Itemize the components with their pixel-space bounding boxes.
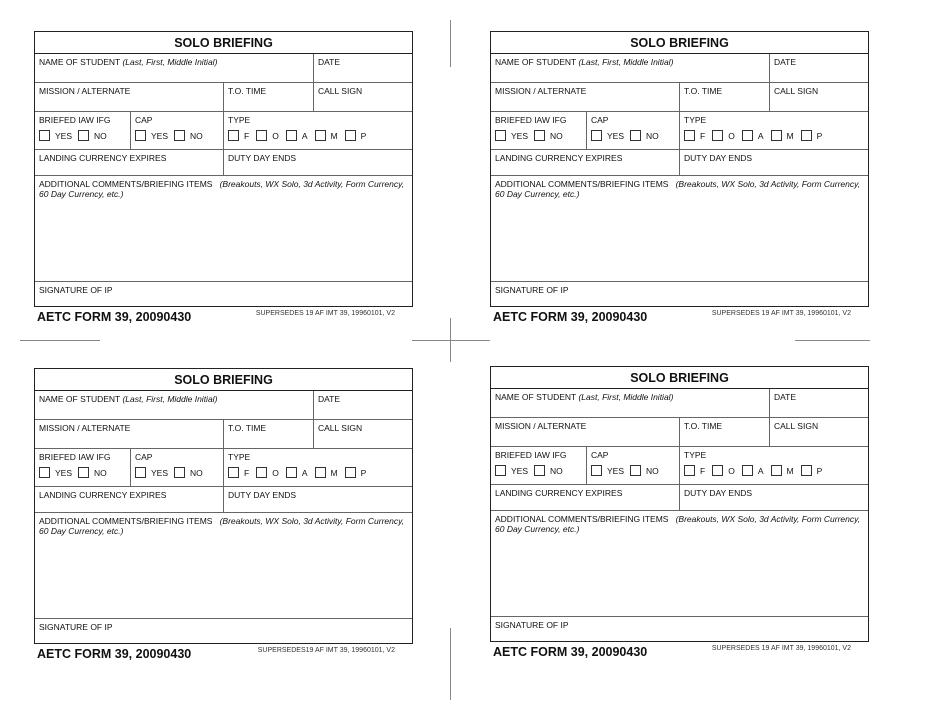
type-f-checkbox[interactable]	[684, 130, 695, 141]
type-option-label: P	[360, 467, 367, 478]
solo-briefing-card	[34, 31, 413, 324]
type-option-label: M	[330, 130, 338, 141]
type-option-label: M	[786, 465, 794, 476]
type-option-label: O	[272, 467, 279, 478]
field-label: SIGNATURE OF IP	[495, 285, 569, 295]
date-field[interactable]	[314, 391, 412, 419]
field-label: LANDING CURRENCY EXPIRES	[39, 490, 167, 500]
option-label: YES	[511, 130, 529, 141]
type-option-label: A	[301, 130, 308, 141]
field-hint: (Breakouts, WX Solo, 3d Activity, Form Currency, 60 Day Currency, etc.)	[495, 179, 861, 199]
mission-field[interactable]	[491, 83, 680, 111]
student-name-field[interactable]	[491, 54, 770, 82]
briefed-iaw-ifg-field	[491, 447, 587, 484]
briefed-iaw-ifg-field	[491, 112, 587, 149]
option-label: YES	[607, 465, 625, 476]
student-name-field[interactable]	[491, 389, 770, 417]
option-label: YES	[511, 465, 529, 476]
option-label: NO	[550, 465, 563, 476]
field-label: DUTY DAY ENDS	[228, 153, 297, 163]
comments-field[interactable]	[491, 176, 868, 281]
landing-currency-field[interactable]	[491, 150, 680, 175]
call-sign-field[interactable]	[314, 83, 412, 111]
field-hint: (Last, First, Middle Initial)	[122, 57, 218, 67]
mission-field[interactable]	[35, 420, 224, 448]
type-option-label: P	[816, 465, 823, 476]
field-label: T.O. TIME	[228, 86, 267, 96]
field-label: CAP	[135, 115, 153, 125]
type-field	[224, 112, 412, 149]
briefed-no-checkbox[interactable]	[78, 130, 89, 141]
type-option-label: A	[301, 467, 308, 478]
form-title-text: SOLO BRIEFING	[630, 370, 729, 385]
student-name-field[interactable]	[35, 391, 314, 419]
field-label: ADDITIONAL COMMENTS/BRIEFING ITEMS	[495, 179, 669, 189]
field-label: CALL SIGN	[318, 86, 363, 96]
option-label: NO	[190, 130, 203, 141]
field-label: TYPE	[228, 452, 251, 462]
field-label: MISSION / ALTERNATE	[495, 421, 587, 431]
landing-currency-field[interactable]	[35, 150, 224, 175]
field-label: CAP	[591, 450, 609, 460]
field-hint: (Breakouts, WX Solo, 3d Activity, Form Currency, 60 Day Currency, etc.)	[495, 514, 861, 534]
type-option-label: F	[700, 130, 706, 141]
field-label: DUTY DAY ENDS	[228, 490, 297, 500]
field-label: TYPE	[684, 115, 707, 125]
crop-mark	[450, 628, 451, 700]
call-sign-field[interactable]	[770, 83, 868, 111]
option-label: NO	[190, 467, 203, 478]
field-label: BRIEFED IAW IFG	[495, 450, 567, 460]
solo-briefing-card	[490, 366, 869, 659]
field-label: SIGNATURE OF IP	[39, 622, 113, 632]
duty-day-field[interactable]	[224, 487, 412, 512]
signature-field[interactable]	[35, 619, 412, 635]
type-m-checkbox[interactable]	[771, 465, 782, 476]
field-label: NAME OF STUDENT	[495, 392, 577, 402]
supersedes-note: SUPERSEDES 19 AF IMT 39, 19960101, V2	[711, 645, 851, 652]
duty-day-field[interactable]	[680, 485, 868, 510]
form-title	[491, 367, 868, 389]
supersedes-note: SUPERSEDES 19 AF IMT 39, 19960101, V2	[711, 310, 851, 317]
field-label: CALL SIGN	[774, 421, 819, 431]
type-p-checkbox[interactable]	[801, 130, 812, 141]
field-hint: (Last, First, Middle Initial)	[578, 57, 674, 67]
call-sign-field[interactable]	[314, 420, 412, 448]
date-field[interactable]	[770, 54, 868, 82]
type-f-checkbox[interactable]	[228, 467, 239, 478]
call-sign-field[interactable]	[770, 418, 868, 446]
field-label: DATE	[318, 57, 341, 67]
form-number: AETC FORM 39, 20090430	[493, 645, 648, 659]
field-label: SIGNATURE OF IP	[39, 285, 113, 295]
field-label: LANDING CURRENCY EXPIRES	[39, 153, 167, 163]
date-field[interactable]	[314, 54, 412, 82]
briefed-yes-checkbox[interactable]	[495, 465, 506, 476]
landing-currency-field[interactable]	[35, 487, 224, 512]
briefed-no-checkbox[interactable]	[534, 465, 545, 476]
briefed-iaw-ifg-field	[35, 112, 131, 149]
form-number: AETC FORM 39, 20090430	[37, 647, 192, 661]
date-field[interactable]	[770, 389, 868, 417]
option-label: YES	[55, 467, 73, 478]
cap-yes-checkbox[interactable]	[591, 130, 602, 141]
type-o-checkbox[interactable]	[712, 465, 723, 476]
type-option-label: O	[728, 465, 735, 476]
option-label: YES	[607, 130, 625, 141]
cap-yes-checkbox[interactable]	[135, 467, 146, 478]
form-number: AETC FORM 39, 20090430	[493, 310, 648, 324]
field-label: DATE	[318, 394, 341, 404]
cap-field	[131, 449, 224, 486]
type-o-checkbox[interactable]	[256, 467, 267, 478]
option-label: NO	[94, 130, 107, 141]
form-title-text: SOLO BRIEFING	[630, 35, 729, 50]
type-option-label: F	[244, 467, 250, 478]
mission-field[interactable]	[491, 418, 680, 446]
field-label: TYPE	[228, 115, 251, 125]
field-label: MISSION / ALTERNATE	[39, 86, 131, 96]
field-hint: (Breakouts, WX Solo, 3d Activity, Form Currency, 60 Day Currency, etc.)	[39, 179, 405, 199]
cap-field	[131, 112, 224, 149]
supersedes-note: SUPERSEDES19 AF IMT 39, 19960101, V2	[257, 647, 395, 654]
form-table	[34, 31, 413, 307]
student-name-field[interactable]	[35, 54, 314, 82]
field-label: DUTY DAY ENDS	[684, 488, 753, 498]
type-field	[224, 449, 412, 486]
option-label: YES	[151, 467, 169, 478]
signature-field[interactable]	[491, 282, 868, 298]
solo-briefing-card	[490, 31, 869, 324]
type-option-label: P	[816, 130, 823, 141]
type-option-label: A	[757, 130, 764, 141]
field-label: TYPE	[684, 450, 707, 460]
field-label: DATE	[774, 392, 797, 402]
field-label: ADDITIONAL COMMENTS/BRIEFING ITEMS	[39, 516, 213, 526]
form-table	[490, 31, 869, 307]
cap-yes-checkbox[interactable]	[135, 130, 146, 141]
option-label: NO	[646, 130, 659, 141]
type-option-label: M	[330, 467, 338, 478]
field-label: BRIEFED IAW IFG	[495, 115, 567, 125]
option-label: YES	[151, 130, 169, 141]
comments-field[interactable]	[491, 511, 868, 616]
type-m-checkbox[interactable]	[771, 130, 782, 141]
field-label: NAME OF STUDENT	[39, 57, 121, 67]
field-label: ADDITIONAL COMMENTS/BRIEFING ITEMS	[39, 179, 213, 189]
cap-field	[587, 447, 680, 484]
field-label: DATE	[774, 57, 797, 67]
type-a-checkbox[interactable]	[286, 467, 297, 478]
field-hint: (Last, First, Middle Initial)	[122, 394, 218, 404]
type-m-checkbox[interactable]	[315, 467, 326, 478]
form-title	[491, 32, 868, 54]
field-label: CAP	[591, 115, 609, 125]
field-label: T.O. TIME	[684, 86, 723, 96]
crop-mark	[450, 318, 451, 362]
type-f-checkbox[interactable]	[684, 465, 695, 476]
signature-field[interactable]	[491, 617, 868, 633]
field-label: NAME OF STUDENT	[495, 57, 577, 67]
crop-mark	[795, 340, 870, 341]
cap-field	[587, 112, 680, 149]
field-label: DUTY DAY ENDS	[684, 153, 753, 163]
briefed-yes-checkbox[interactable]	[495, 130, 506, 141]
field-label: MISSION / ALTERNATE	[495, 86, 587, 96]
type-option-label: O	[728, 130, 735, 141]
solo-briefing-card	[34, 368, 413, 661]
comments-field[interactable]	[35, 513, 412, 618]
briefed-yes-checkbox[interactable]	[39, 130, 50, 141]
form-table	[34, 368, 413, 644]
to-time-field[interactable]	[224, 420, 314, 448]
briefed-iaw-ifg-field	[35, 449, 131, 486]
signature-field[interactable]	[35, 282, 412, 298]
landing-currency-field[interactable]	[491, 485, 680, 510]
field-label: CALL SIGN	[774, 86, 819, 96]
supersedes-note: SUPERSEDES 19 AF IMT 39, 19960101, V2	[255, 310, 395, 317]
field-label: LANDING CURRENCY EXPIRES	[495, 488, 623, 498]
field-label: LANDING CURRENCY EXPIRES	[495, 153, 623, 163]
cap-no-checkbox[interactable]	[174, 467, 185, 478]
cap-no-checkbox[interactable]	[630, 465, 641, 476]
field-label: ADDITIONAL COMMENTS/BRIEFING ITEMS	[495, 514, 669, 524]
type-o-checkbox[interactable]	[256, 130, 267, 141]
duty-day-field[interactable]	[224, 150, 412, 175]
field-label: NAME OF STUDENT	[39, 394, 121, 404]
comments-field[interactable]	[35, 176, 412, 281]
type-o-checkbox[interactable]	[712, 130, 723, 141]
field-hint: (Last, First, Middle Initial)	[578, 392, 674, 402]
option-label: NO	[550, 130, 563, 141]
option-label: NO	[646, 465, 659, 476]
type-a-checkbox[interactable]	[742, 130, 753, 141]
type-f-checkbox[interactable]	[228, 130, 239, 141]
briefed-no-checkbox[interactable]	[78, 467, 89, 478]
type-a-checkbox[interactable]	[742, 465, 753, 476]
to-time-field[interactable]	[680, 418, 770, 446]
form-table	[490, 366, 869, 642]
type-field	[680, 112, 868, 149]
type-option-label: A	[757, 465, 764, 476]
type-option-label: F	[700, 465, 706, 476]
type-p-checkbox[interactable]	[345, 130, 356, 141]
field-label: SIGNATURE OF IP	[495, 620, 569, 630]
field-hint: (Breakouts, WX Solo, 3d Activity, Form Currency, 60 Day Currency, etc.)	[39, 516, 405, 536]
field-label: CAP	[135, 452, 153, 462]
form-number: AETC FORM 39, 20090430	[37, 310, 192, 324]
form-title	[35, 32, 412, 54]
type-a-checkbox[interactable]	[286, 130, 297, 141]
option-label: YES	[55, 130, 73, 141]
mission-field[interactable]	[35, 83, 224, 111]
form-title	[35, 369, 412, 391]
briefed-yes-checkbox[interactable]	[39, 467, 50, 478]
type-p-checkbox[interactable]	[801, 465, 812, 476]
cap-no-checkbox[interactable]	[630, 130, 641, 141]
form-title-text: SOLO BRIEFING	[174, 35, 273, 50]
form-title-text: SOLO BRIEFING	[174, 372, 273, 387]
field-label: BRIEFED IAW IFG	[39, 452, 111, 462]
crop-mark	[450, 20, 451, 67]
option-label: NO	[94, 467, 107, 478]
field-label: T.O. TIME	[684, 421, 723, 431]
type-p-checkbox[interactable]	[345, 467, 356, 478]
type-m-checkbox[interactable]	[315, 130, 326, 141]
crop-mark	[412, 340, 490, 341]
to-time-field[interactable]	[680, 83, 770, 111]
crop-mark	[20, 340, 100, 341]
field-label: T.O. TIME	[228, 423, 267, 433]
field-label: CALL SIGN	[318, 423, 363, 433]
type-option-label: O	[272, 130, 279, 141]
field-label: BRIEFED IAW IFG	[39, 115, 111, 125]
type-field	[680, 447, 868, 484]
type-option-label: F	[244, 130, 250, 141]
field-label: MISSION / ALTERNATE	[39, 423, 131, 433]
cap-yes-checkbox[interactable]	[591, 465, 602, 476]
duty-day-field[interactable]	[680, 150, 868, 175]
type-option-label: P	[360, 130, 367, 141]
cap-no-checkbox[interactable]	[174, 130, 185, 141]
briefed-no-checkbox[interactable]	[534, 130, 545, 141]
type-option-label: M	[786, 130, 794, 141]
to-time-field[interactable]	[224, 83, 314, 111]
